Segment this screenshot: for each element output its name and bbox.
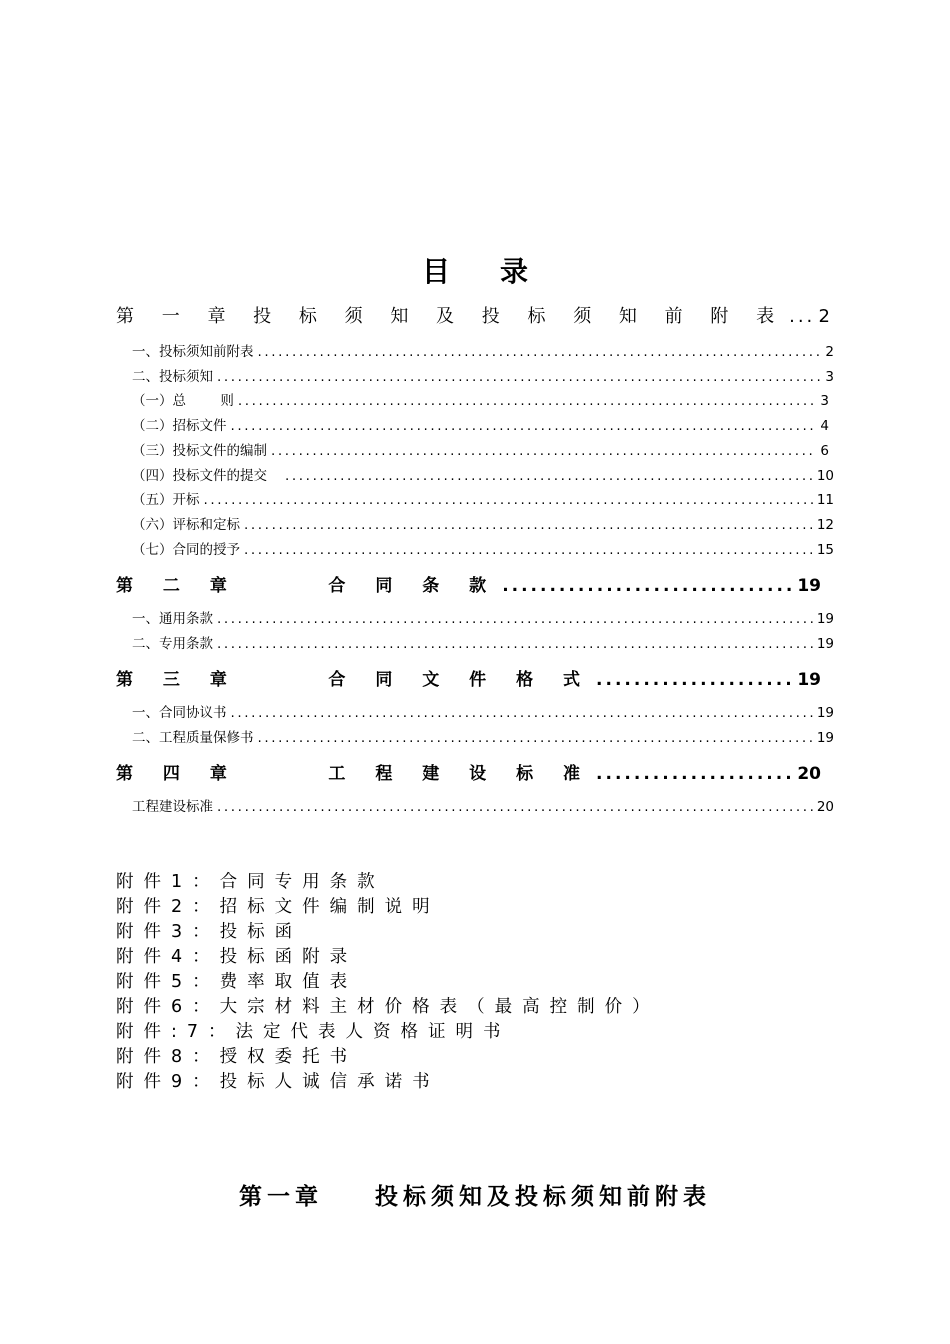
toc-leader-dots xyxy=(244,542,813,558)
toc-entry-label: 二、工程质量保修书 xyxy=(132,730,254,746)
toc-leader-dots xyxy=(217,369,821,385)
toc-leader-dots xyxy=(231,418,817,434)
toc-leader-dots xyxy=(217,636,813,652)
toc-page-number: 2 xyxy=(818,306,830,327)
toc-entry[interactable] xyxy=(132,795,834,815)
toc-entry[interactable] xyxy=(132,632,834,652)
toc-page-number: 19 xyxy=(816,705,834,721)
toc-page-number: 19 xyxy=(797,576,821,596)
toc-entry-label: （一）总 则 xyxy=(132,393,234,409)
toc-leader-dots xyxy=(204,492,813,508)
toc-chapter-4[interactable] xyxy=(116,759,821,785)
toc-page-number: 20 xyxy=(816,799,834,815)
toc-entry-label: （三）投标文件的编制 xyxy=(132,443,267,459)
toc-entry-label: 第 四 章 工 程 建 设 标 准 xyxy=(116,764,593,784)
toc-page-number: 3 xyxy=(820,393,829,409)
toc-leader-dots xyxy=(502,576,793,596)
toc-chapter-2[interactable] xyxy=(116,571,821,597)
toc-entry[interactable] xyxy=(132,726,834,746)
toc-page-number: 10 xyxy=(816,468,834,484)
toc-entry[interactable] xyxy=(132,365,834,385)
toc-page-number: 15 xyxy=(816,542,834,558)
appendix-item: 附件6：大宗材料主材价格表（最高控制价） xyxy=(116,997,660,1017)
toc-leader-dots xyxy=(596,670,793,690)
toc-entry-label: 一、合同协议书 xyxy=(132,705,227,721)
toc-page-number: 20 xyxy=(797,764,821,784)
toc-entry[interactable] xyxy=(132,439,829,459)
appendix-item: 附件2：招标文件编制说明 xyxy=(116,897,440,917)
toc-chapter-1[interactable] xyxy=(116,302,830,328)
toc-leader-dots xyxy=(231,705,813,721)
toc-entry-label: （四）投标文件的提交 xyxy=(132,468,267,484)
toc-leader-dots xyxy=(258,344,822,360)
toc-entry-label: （七）合同的授予 xyxy=(132,542,240,558)
toc-leader-dots xyxy=(238,393,817,409)
toc-entry-label: 二、专用条款 xyxy=(132,636,213,652)
toc-entry[interactable] xyxy=(132,414,829,434)
toc-entry-label: 一、投标须知前附表 xyxy=(132,344,254,360)
toc-leader-dots xyxy=(217,799,813,815)
toc-leader-dots xyxy=(258,730,813,746)
toc-page-number: 11 xyxy=(816,492,834,508)
toc-leader-dots xyxy=(217,611,813,627)
toc-page-number: 2 xyxy=(825,344,834,360)
toc-entry[interactable] xyxy=(132,488,834,508)
appendix-item: 附件3：投标函 xyxy=(116,922,303,942)
toc-entry[interactable] xyxy=(132,464,834,484)
appendix-item: 附件4：投标函附录 xyxy=(116,947,358,967)
appendix-item: 附件8：授权委托书 xyxy=(116,1047,358,1067)
toc-entry-label: （五）开标 xyxy=(132,492,200,508)
toc-page-number: 6 xyxy=(820,443,829,459)
toc-entry-label: 工程建设标准 xyxy=(132,799,213,815)
toc-leader-dots xyxy=(271,443,816,459)
toc-entry-label: （二）招标文件 xyxy=(132,418,227,434)
appendix-item: 附件:7：法定代表人资格证明书 xyxy=(116,1022,511,1042)
toc-leader-dots xyxy=(285,468,813,484)
appendix-item: 附件1：合同专用条款 xyxy=(116,872,385,892)
toc-page-number: 19 xyxy=(816,611,834,627)
appendix-item: 附件5：费率取值表 xyxy=(116,972,358,992)
toc-entry-label: 第 一 章 投 标 须 知 及 投 标 须 知 前 附 表 xyxy=(116,306,786,327)
toc-page-number: 19 xyxy=(797,670,821,690)
toc-page-number: 3 xyxy=(825,369,834,385)
toc-entry-label: 二、投标须知 xyxy=(132,369,213,385)
toc-page-number: 12 xyxy=(816,517,834,533)
toc-title: 目录 xyxy=(421,255,578,288)
toc-entry[interactable] xyxy=(132,538,834,558)
toc-leader-dots xyxy=(789,306,814,327)
toc-leader-dots xyxy=(244,517,813,533)
chapter-heading: 第一章 投标须知及投标须知前附表 xyxy=(238,1184,712,1210)
toc-entry-label: 一、通用条款 xyxy=(132,611,213,627)
toc-page-number: 19 xyxy=(816,730,834,746)
toc-entry[interactable] xyxy=(132,340,834,360)
toc-entry[interactable] xyxy=(132,389,829,409)
toc-entry-label: （六）评标和定标 xyxy=(132,517,240,533)
toc-entry[interactable] xyxy=(132,513,834,533)
toc-chapter-3[interactable] xyxy=(116,665,821,691)
toc-entry[interactable] xyxy=(132,701,834,721)
toc-entry-label: 第 二 章 合 同 条 款 xyxy=(116,576,499,596)
toc-entry[interactable] xyxy=(132,607,834,627)
toc-page-number: 19 xyxy=(816,636,834,652)
toc-entry-label: 第 三 章 合 同 文 件 格 式 xyxy=(116,670,593,690)
toc-page-number: 4 xyxy=(820,418,829,434)
appendix-item: 附件9：投标人诚信承诺书 xyxy=(116,1072,440,1092)
toc-leader-dots xyxy=(596,764,793,784)
